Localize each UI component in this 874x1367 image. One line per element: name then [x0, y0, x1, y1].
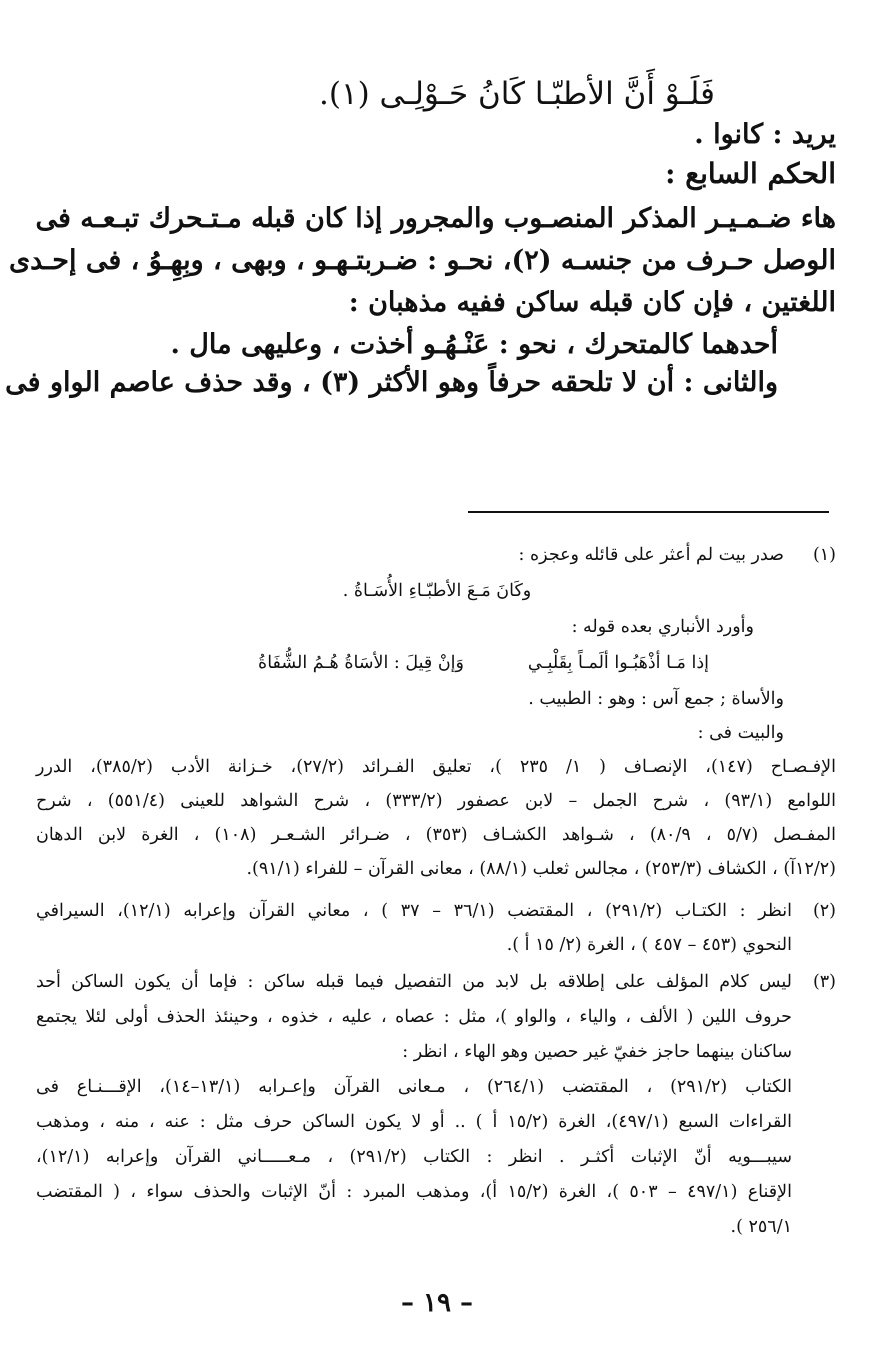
footnote-1-ref-3: المفـصل (٥/٧ ، ٨٠/٩) ، شـواهد الكشـاف (٣٥٣) ، ضـرائر الشـعـر (١٠٨) ، الغرة لابن الدهان — [36, 825, 837, 845]
footnote-3-line-7: الإقناع (٤٩٧/١ – ٥٠٣ )، الغرة (١٥/٢ أ)، ومذهب المبرد : أنّ الإثبات والحذف سواء ، ( المقتضب — [36, 1182, 793, 1202]
footnote-1-ref-4: (١٢/٢آ) ، الكشاف (٢٥٣/٣) ، مجالس ثعلب (٨٨/١) ، معانى القرآن – للفراء (٩١/١). — [246, 859, 836, 879]
footnote-2-line-2: النحوي (٤٥٣ – ٤٥٧ ) ، الغرة (٢/ ١٥ أ ). — [506, 935, 792, 955]
main-line-5: اللغتين ، فإن كان قبله ساكن ففيه مذهبان : — [348, 287, 836, 318]
footnote-3-line-3: ساكنان بينهما حاجز خفيّ غير حصين وهو الهاء ، انظر : — [402, 1042, 792, 1062]
main-line-7: والثانى : أن لا تلحقه حرفاً وهو الأكثر (٣) ، وقد حذف عاصم الواو فى — [5, 367, 778, 398]
footnote-1-poem-left: وَإنْ قِيلَ : الأسَاةُ هُـمُ الشُّفَاةُ — [258, 653, 464, 673]
footnote-3-line-2: حروف اللين ( الألف ، والياء ، والواو )، مثل : عصاه ، عليه ، خذوه ، وحينئذ الحذف أولى لئلا يجتمع — [36, 1007, 792, 1027]
footnote-3-line-6: سيبـــويه أنّ الإثبات أكثـر . انظر : الكتاب (٢٩١/٢) ، مـعـــــاني القرآن وإعرابه (١٢/١)، — [36, 1147, 792, 1167]
footnote-1-line-6: والبيت فى : — [697, 723, 784, 743]
footnote-1-number: (١) — [812, 545, 836, 565]
main-line-6: أحدهما كالمتحرك ، نحو : عَنْـهُـو أخذت ، وعليهى مال . — [170, 329, 778, 360]
footnote-2-number: (٢) — [812, 901, 836, 921]
footnote-1-line-5: والأساة ; جمع آس : وهو : الطبيب . — [528, 689, 784, 709]
footnote-1-line-3: وأورد الأنباري بعده قوله : — [571, 617, 754, 637]
footnote-3-line-8: ٢٥٦/١ ). — [730, 1217, 792, 1237]
verse-text: فَلَـوْ أَنَّ الأطبّـا كَانُ حَـوْلِـى (١). — [319, 76, 715, 112]
footnote-1-verse-half: وكَانَ مَـعَ الأطبّـاءِ الأُسَـاةُ . — [342, 581, 532, 601]
footnote-1-ref-2: اللوامع (٩٣/١) ، شرح الجمل – لابن عصفور (٣٣٣/٢) ، شرح الشواهد للعينى (٥٥١/٤) ، شرح — [36, 791, 836, 811]
main-line-4: الوصل حـرف من جنسـه (٢)، نحـو : ضـربتـهـو ، وبهى ، وبِهِـوُ ، فى إحـدى — [9, 245, 836, 276]
footnote-3-line-4: الكتاب (٢٩١/٢) ، المقتضب (٢٦٤/١) ، مـعانى القرآن وإعـرابه (١٣/١–١٤)، الإقـــنـاع فى — [36, 1077, 793, 1097]
main-line-1: يريد : كانوا . — [694, 119, 836, 150]
footnote-3-line-5: القراءات السبع (٤٩٧/١)، الغرة (١٥/٢ أ ) .. أو لا يكون الساكن حرف مثل : عنه ، منه ، ومذهب — [36, 1112, 793, 1132]
footnote-2-line-1: انظر : الكتـاب (٢٩١/٢) ، المقتضب (٣٦/١ – ٣٧ ) ، معاني القرآن وإعرابه (١٢/١)، السيرافي — [36, 901, 792, 921]
footnote-1-poem-right: إذا مَـا أذْهَبُـوا ألَمـاً بِقَلْبِـي — [527, 653, 709, 673]
footnote-divider — [468, 511, 829, 513]
page-number: – ١٩ – — [400, 1288, 474, 1318]
footnote-1-ref-1: الإفـصـاح (١٤٧)، الإنصـاف ( ١/ ٢٣٥ )، تعليق الفـرائد (٢٧/٢)، خـزانة الأدب (٣٨٥/٢)، الدرر — [36, 757, 836, 777]
section-heading: الحكم السابع : — [665, 157, 836, 190]
footnote-3-line-1: ليس كلام المؤلف على إطلاقه بل لابد من التفصيل فيما قبله ساكن : فإما أن يكون الساكن أحد — [36, 972, 792, 992]
main-line-3: هاء ضـمـيـر المذكر المنصـوب والمجرور إذا كان قبله مـتـحرك تبـعـه فى — [35, 203, 836, 234]
footnote-3-number: (٣) — [812, 972, 836, 992]
footnote-1-line-1: صدر بيت لم أعثر على قائله وعجزه : — [518, 545, 784, 565]
